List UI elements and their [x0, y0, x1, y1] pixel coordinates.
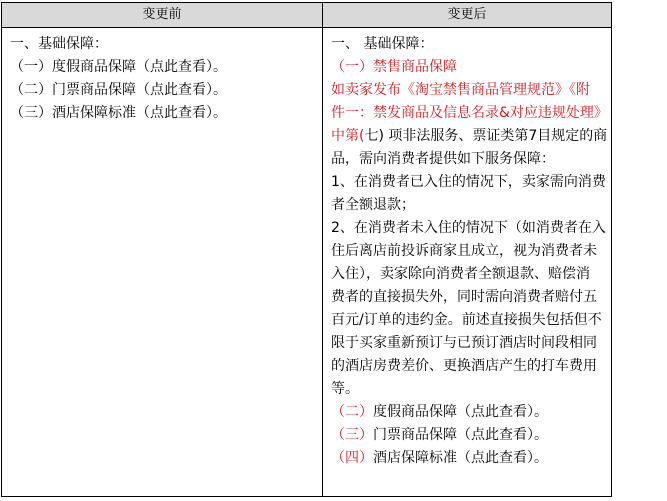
after-column: [322, 3, 611, 496]
after-line: 限于买家重新预订与已预订酒店时间段相同: [331, 335, 597, 351]
before-line: （三）酒店保障标准（点此查看）。: [10, 105, 227, 121]
before-header: 变更前: [2, 3, 322, 28]
after-line: 百元/订单的违约金。前述直接损失包括但不: [331, 312, 602, 328]
after-line-red-part: （四）: [331, 450, 373, 466]
before-line: （一）度假商品保障（点此查看）。: [10, 59, 227, 75]
after-line-red-part: （二）: [331, 404, 373, 420]
comparison-table: [1, 2, 612, 497]
after-line-red: （一）禁售商品保障: [331, 59, 457, 75]
before-body: [2, 28, 322, 125]
after-line-rest: 七) 项非法服务、票证类第7目规定的商: [364, 128, 608, 144]
after-line: 一、 基础保障：: [331, 36, 434, 52]
after-line: [331, 401, 603, 424]
after-line: 等。: [331, 381, 359, 397]
after-line: 住后离店前投诉商家且成立，视为消费者未: [331, 243, 597, 259]
after-line: [331, 447, 603, 470]
after-line: 1、在消费者已入住的情况下，卖家需向消费: [331, 174, 606, 190]
after-line-rest: 门票商品保障（点此查看）。: [373, 427, 548, 443]
after-line-red-part: （三）: [331, 427, 373, 443]
after-line: 2、在消费者未入住的情况下（如消费者在入: [331, 220, 606, 236]
after-line: [331, 424, 603, 447]
before-column: [2, 3, 322, 496]
after-line-red: 如卖家发布《淘宝禁售商品管理规范》《附: [331, 82, 590, 98]
after-line: 的酒店房费差价、更换酒店产生的打车费用: [331, 358, 597, 374]
after-line: 费者的直接损失外，同时需向消费者赔付五: [331, 289, 597, 305]
after-line-red-part: 中第(: [331, 128, 365, 144]
before-line: （二）门票商品保障（点此查看）。: [10, 82, 227, 98]
after-line-red: 件一：禁发商品及信息名录&对应违规处理》: [331, 105, 608, 121]
after-body: [323, 28, 611, 470]
after-line: 品，需向消费者提供如下服务保障：: [331, 151, 555, 167]
before-line: 一、基础保障：: [10, 36, 108, 52]
after-line: [331, 125, 608, 148]
after-line-rest: 酒店保障标准（点此查看）。: [373, 450, 548, 466]
after-header: 变更后: [323, 3, 611, 28]
after-line-rest: 度假商品保障（点此查看）。: [373, 404, 548, 420]
after-line: 入住），卖家除向消费者全额退款、赔偿消: [331, 266, 590, 282]
after-line: 者全额退款；: [331, 197, 415, 213]
